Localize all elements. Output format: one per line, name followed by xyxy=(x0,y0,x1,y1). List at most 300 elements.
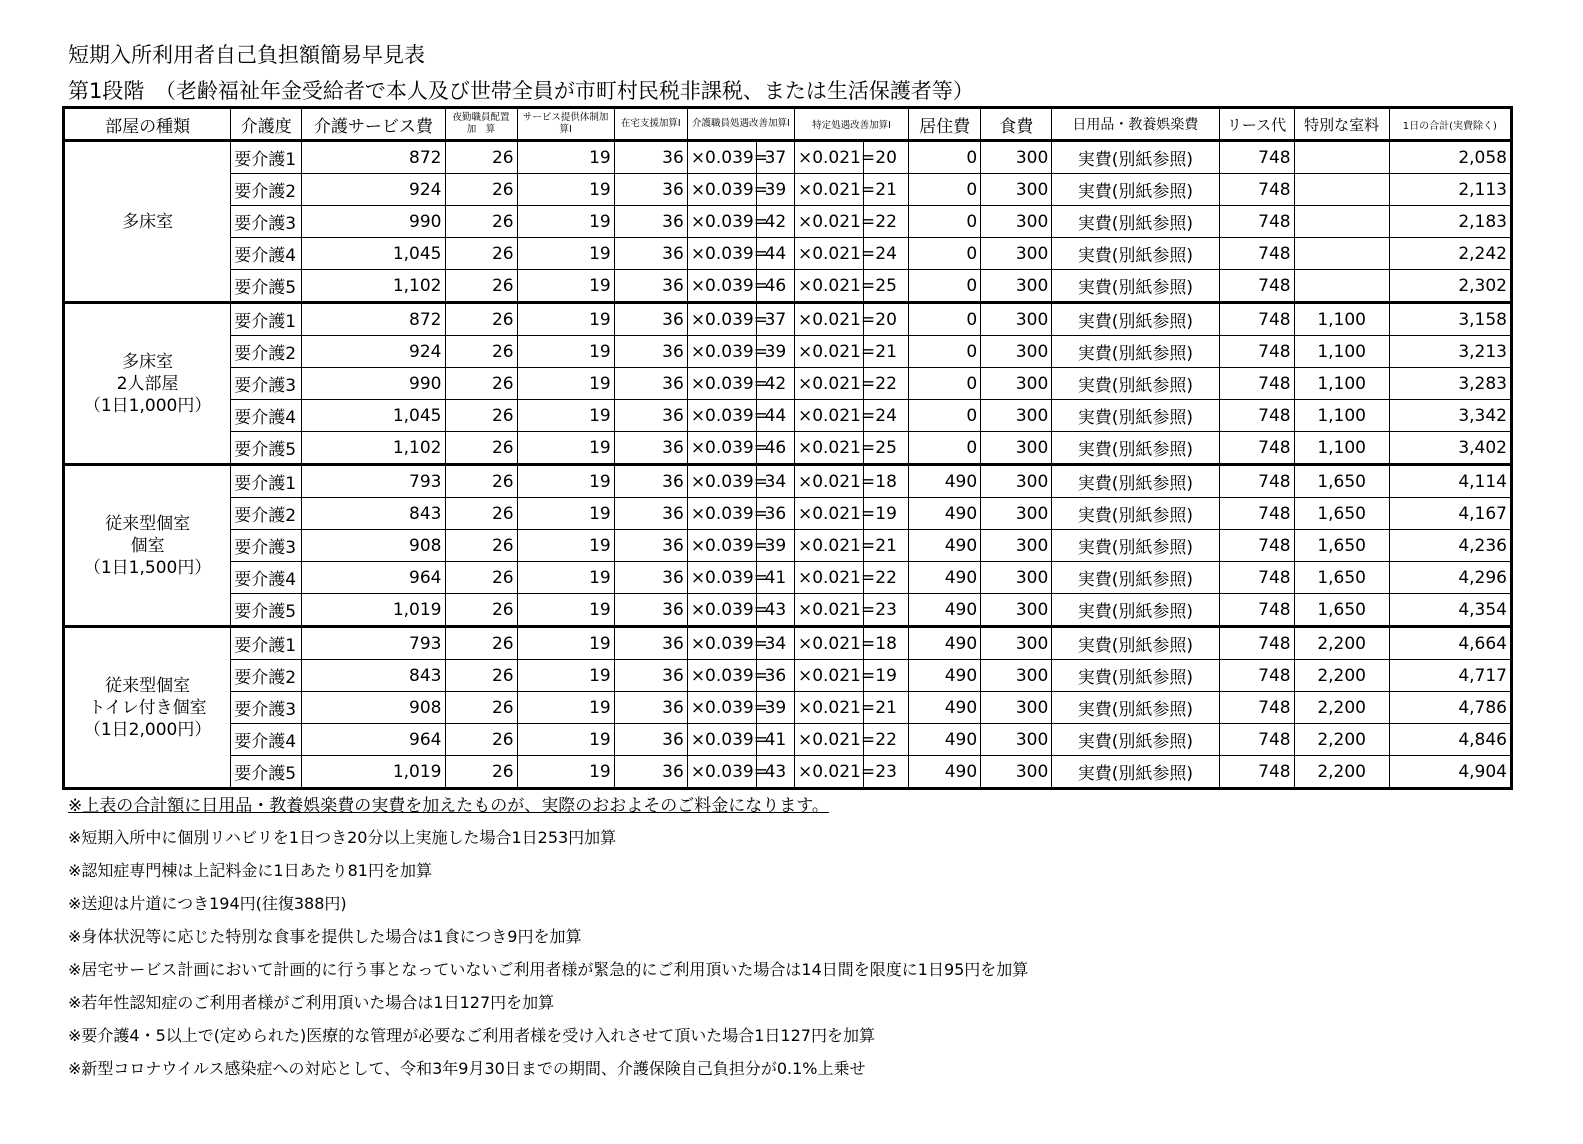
specific-improve-rate-cell: ×0.021= xyxy=(794,530,863,562)
home-support-cell: 36 xyxy=(614,174,687,206)
lease-cell: 748 xyxy=(1219,432,1294,465)
specific-improve-rate-cell: ×0.021= xyxy=(794,400,863,432)
specific-improve-rate-cell: ×0.021= xyxy=(794,594,863,627)
specific-improve-rate-cell: ×0.021= xyxy=(794,174,863,206)
specific-improve-rate-cell: ×0.021= xyxy=(794,206,863,238)
daily-total-cell: 2,183 xyxy=(1389,206,1511,238)
daily-total-cell: 2,242 xyxy=(1389,238,1511,270)
specific-improve-value-cell: 25 xyxy=(864,432,909,465)
daily-goods-cell: 実費(別紙参照) xyxy=(1052,627,1219,660)
home-support-cell: 36 xyxy=(614,724,687,756)
specific-improve-value-cell: 25 xyxy=(864,270,909,303)
staff-improve-value-cell: 42 xyxy=(756,206,794,238)
staff-improve-rate-cell: ×0.039= xyxy=(687,692,756,724)
care-level-cell: 要介護2 xyxy=(231,336,302,368)
specific-improve-rate-cell: ×0.021= xyxy=(794,270,863,303)
lease-cell: 748 xyxy=(1219,270,1294,303)
home-support-cell: 36 xyxy=(614,692,687,724)
header-residence: 居住費 xyxy=(909,108,981,141)
special-room-cell: 2,200 xyxy=(1294,692,1389,724)
note-item: ※身体状況等に応じた特別な食事を提供した場合は1食につき9円を加算 xyxy=(68,927,582,946)
staff-improve-rate-cell: ×0.039= xyxy=(687,270,756,303)
header-food: 食費 xyxy=(981,108,1052,141)
food-cell: 300 xyxy=(981,400,1052,432)
food-cell: 300 xyxy=(981,594,1052,627)
specific-improve-rate-cell: ×0.021= xyxy=(794,238,863,270)
night-staff-cell: 26 xyxy=(445,530,517,562)
special-room-cell xyxy=(1294,270,1389,303)
night-staff-cell: 26 xyxy=(445,206,517,238)
service-fee-cell: 843 xyxy=(302,498,445,530)
night-staff-cell: 26 xyxy=(445,336,517,368)
staff-improve-rate-cell: ×0.039= xyxy=(687,336,756,368)
table-row xyxy=(64,498,1512,530)
notes-section xyxy=(68,791,1528,1085)
room-group xyxy=(64,303,1512,465)
daily-total-cell: 4,236 xyxy=(1389,530,1511,562)
staff-improve-rate-cell: ×0.039= xyxy=(687,660,756,692)
food-cell: 300 xyxy=(981,206,1052,238)
table-row xyxy=(64,692,1512,724)
service-fee-cell: 1,045 xyxy=(302,238,445,270)
food-cell: 300 xyxy=(981,756,1052,789)
header-daily-total: 1日の合計(実費除く) xyxy=(1389,108,1511,141)
care-level-cell: 要介護2 xyxy=(231,174,302,206)
daily-goods-cell: 実費(別紙参照) xyxy=(1052,174,1219,206)
daily-total-cell: 4,846 xyxy=(1389,724,1511,756)
header-night-staff: 夜勤職員配置 加 算 xyxy=(445,108,517,141)
header-daily-goods: 日用品・教養娯楽費 xyxy=(1052,108,1219,141)
care-level-cell: 要介護4 xyxy=(231,562,302,594)
service-fee-cell: 1,019 xyxy=(302,756,445,789)
night-staff-cell: 26 xyxy=(445,562,517,594)
special-room-cell xyxy=(1294,238,1389,270)
daily-goods-cell: 実費(別紙参照) xyxy=(1052,303,1219,336)
staff-improve-rate-cell: ×0.039= xyxy=(687,627,756,660)
service-system-cell: 19 xyxy=(517,238,614,270)
daily-total-cell: 3,158 xyxy=(1389,303,1511,336)
residence-cell: 0 xyxy=(909,303,981,336)
staff-improve-rate-cell: ×0.039= xyxy=(687,498,756,530)
food-cell: 300 xyxy=(981,270,1052,303)
care-level-cell: 要介護5 xyxy=(231,594,302,627)
residence-cell: 0 xyxy=(909,432,981,465)
night-staff-cell: 26 xyxy=(445,174,517,206)
service-system-cell: 19 xyxy=(517,368,614,400)
daily-goods-cell: 実費(別紙参照) xyxy=(1052,724,1219,756)
header-service-system: サービス提供体制加算Ⅰ xyxy=(517,108,614,141)
daily-total-cell: 4,904 xyxy=(1389,756,1511,789)
staff-improve-value-cell: 46 xyxy=(756,432,794,465)
staff-improve-rate-cell: ×0.039= xyxy=(687,174,756,206)
home-support-cell: 36 xyxy=(614,400,687,432)
special-room-cell: 1,100 xyxy=(1294,336,1389,368)
lease-cell: 748 xyxy=(1219,238,1294,270)
night-staff-cell: 26 xyxy=(445,303,517,336)
special-room-cell: 1,650 xyxy=(1294,530,1389,562)
room-type-line: （1日2,000円） xyxy=(83,719,212,740)
specific-improve-value-cell: 22 xyxy=(864,368,909,400)
care-level-cell: 要介護4 xyxy=(231,724,302,756)
daily-goods-cell: 実費(別紙参照) xyxy=(1052,660,1219,692)
service-fee-cell: 990 xyxy=(302,368,445,400)
room-group xyxy=(64,627,1512,789)
service-fee-cell: 1,102 xyxy=(302,432,445,465)
room-type-line: 個室 xyxy=(130,535,165,556)
daily-total-cell: 4,114 xyxy=(1389,465,1511,498)
residence-cell: 0 xyxy=(909,336,981,368)
specific-improve-rate-cell: ×0.021= xyxy=(794,756,863,789)
service-fee-cell: 908 xyxy=(302,692,445,724)
residence-cell: 490 xyxy=(909,562,981,594)
food-cell: 300 xyxy=(981,303,1052,336)
care-level-cell: 要介護4 xyxy=(231,400,302,432)
residence-cell: 490 xyxy=(909,530,981,562)
special-room-cell: 1,650 xyxy=(1294,465,1389,498)
residence-cell: 490 xyxy=(909,660,981,692)
service-system-cell: 19 xyxy=(517,336,614,368)
residence-cell: 0 xyxy=(909,238,981,270)
food-cell: 300 xyxy=(981,141,1052,174)
night-staff-cell: 26 xyxy=(445,465,517,498)
staff-improve-rate-cell: ×0.039= xyxy=(687,756,756,789)
daily-total-cell: 4,664 xyxy=(1389,627,1511,660)
room-type-cell xyxy=(64,303,231,465)
staff-improve-rate-cell: ×0.039= xyxy=(687,724,756,756)
food-cell: 300 xyxy=(981,692,1052,724)
care-level-cell: 要介護1 xyxy=(231,627,302,660)
specific-improve-rate-cell: ×0.021= xyxy=(794,562,863,594)
lease-cell: 748 xyxy=(1219,336,1294,368)
lease-cell: 748 xyxy=(1219,498,1294,530)
lease-cell: 748 xyxy=(1219,174,1294,206)
home-support-cell: 36 xyxy=(614,465,687,498)
specific-improve-value-cell: 22 xyxy=(864,724,909,756)
night-staff-cell: 26 xyxy=(445,756,517,789)
service-system-cell: 19 xyxy=(517,724,614,756)
special-room-cell: 1,100 xyxy=(1294,400,1389,432)
daily-goods-cell: 実費(別紙参照) xyxy=(1052,141,1219,174)
header-care-level: 介護度 xyxy=(231,108,302,141)
specific-improve-value-cell: 20 xyxy=(864,141,909,174)
table-row xyxy=(64,400,1512,432)
staff-improve-value-cell: 36 xyxy=(756,660,794,692)
table-row xyxy=(64,368,1512,400)
residence-cell: 0 xyxy=(909,400,981,432)
residence-cell: 0 xyxy=(909,368,981,400)
night-staff-cell: 26 xyxy=(445,594,517,627)
night-staff-cell: 26 xyxy=(445,692,517,724)
table-row xyxy=(64,141,1512,174)
staff-improve-value-cell: 44 xyxy=(756,238,794,270)
room-type-line: 多床室 xyxy=(122,211,174,232)
specific-improve-rate-cell: ×0.021= xyxy=(794,432,863,465)
food-cell: 300 xyxy=(981,368,1052,400)
service-fee-cell: 924 xyxy=(302,174,445,206)
special-room-cell xyxy=(1294,141,1389,174)
special-room-cell: 2,200 xyxy=(1294,724,1389,756)
specific-improve-rate-cell: ×0.021= xyxy=(794,303,863,336)
header-service-fee: 介護サービス費 xyxy=(302,108,445,141)
service-fee-cell: 964 xyxy=(302,724,445,756)
specific-improve-rate-cell: ×0.021= xyxy=(794,465,863,498)
lease-cell: 748 xyxy=(1219,756,1294,789)
lease-cell: 748 xyxy=(1219,627,1294,660)
food-cell: 300 xyxy=(981,627,1052,660)
special-room-cell: 1,100 xyxy=(1294,432,1389,465)
service-system-cell: 19 xyxy=(517,141,614,174)
room-group xyxy=(64,141,1512,303)
daily-goods-cell: 実費(別紙参照) xyxy=(1052,530,1219,562)
staff-improve-value-cell: 41 xyxy=(756,724,794,756)
table-row xyxy=(64,303,1512,336)
header-staff-improve: 介護職員処遇改善加算Ⅰ xyxy=(687,108,794,141)
home-support-cell: 36 xyxy=(614,530,687,562)
specific-improve-rate-cell: ×0.021= xyxy=(794,141,863,174)
room-group xyxy=(64,465,1512,627)
note-item: ※送迎は片道につき194円(往復388円) xyxy=(68,894,347,913)
daily-total-cell: 3,402 xyxy=(1389,432,1511,465)
lease-cell: 748 xyxy=(1219,724,1294,756)
service-system-cell: 19 xyxy=(517,400,614,432)
room-type-line: 従来型個室 xyxy=(105,513,191,534)
food-cell: 300 xyxy=(981,336,1052,368)
service-fee-cell: 908 xyxy=(302,530,445,562)
specific-improve-value-cell: 21 xyxy=(864,336,909,368)
room-type-cell xyxy=(64,141,231,303)
staff-improve-value-cell: 37 xyxy=(756,141,794,174)
home-support-cell: 36 xyxy=(614,368,687,400)
special-room-cell: 1,650 xyxy=(1294,498,1389,530)
staff-improve-rate-cell: ×0.039= xyxy=(687,206,756,238)
header-room-type: 部屋の種類 xyxy=(64,108,231,141)
special-room-cell xyxy=(1294,174,1389,206)
staff-improve-value-cell: 39 xyxy=(756,530,794,562)
daily-total-cell: 4,717 xyxy=(1389,660,1511,692)
daily-total-cell: 2,058 xyxy=(1389,141,1511,174)
header-row xyxy=(64,108,1512,141)
daily-goods-cell: 実費(別紙参照) xyxy=(1052,238,1219,270)
staff-improve-rate-cell: ×0.039= xyxy=(687,368,756,400)
night-staff-cell: 26 xyxy=(445,724,517,756)
room-type-line: （1日1,000円） xyxy=(83,395,212,416)
daily-total-cell: 4,354 xyxy=(1389,594,1511,627)
header-special-room: 特別な室料 xyxy=(1294,108,1389,141)
food-cell: 300 xyxy=(981,432,1052,465)
table-row xyxy=(64,756,1512,789)
lease-cell: 748 xyxy=(1219,368,1294,400)
service-system-cell: 19 xyxy=(517,270,614,303)
staff-improve-rate-cell: ×0.039= xyxy=(687,465,756,498)
note-item: ※認知症専門棟は上記料金に1日あたり81円を加算 xyxy=(68,861,432,880)
daily-total-cell: 4,786 xyxy=(1389,692,1511,724)
special-room-cell: 2,200 xyxy=(1294,627,1389,660)
residence-cell: 490 xyxy=(909,756,981,789)
note-item: ※新型コロナウイルス感染症への対応として、令和3年9月30日までの期間、介護保険自己負担分が0.1%上乗せ xyxy=(68,1059,866,1078)
service-fee-cell: 924 xyxy=(302,336,445,368)
specific-improve-rate-cell: ×0.021= xyxy=(794,368,863,400)
night-staff-cell: 26 xyxy=(445,141,517,174)
daily-goods-cell: 実費(別紙参照) xyxy=(1052,498,1219,530)
service-fee-cell: 964 xyxy=(302,562,445,594)
service-fee-cell: 1,019 xyxy=(302,594,445,627)
table-row xyxy=(64,627,1512,660)
daily-goods-cell: 実費(別紙参照) xyxy=(1052,400,1219,432)
residence-cell: 0 xyxy=(909,174,981,206)
room-type-cell xyxy=(64,465,231,627)
page-subtitle: 第1段階 （老齢福祉年金受給者で本人及び世帯全員が市町村民税非課税、または生活保護者等） xyxy=(68,79,974,103)
specific-improve-value-cell: 22 xyxy=(864,562,909,594)
food-cell: 300 xyxy=(981,724,1052,756)
service-fee-cell: 843 xyxy=(302,660,445,692)
care-level-cell: 要介護5 xyxy=(231,756,302,789)
food-cell: 300 xyxy=(981,562,1052,594)
specific-improve-value-cell: 24 xyxy=(864,238,909,270)
night-staff-cell: 26 xyxy=(445,238,517,270)
service-system-cell: 19 xyxy=(517,756,614,789)
table-row xyxy=(64,336,1512,368)
note-item: ※要介護4・5以上で(定められた)医療的な管理が必要なご利用者様を受け入れさせて頂いた場合1日127円を加算 xyxy=(68,1026,875,1045)
specific-improve-value-cell: 20 xyxy=(864,303,909,336)
lease-cell: 748 xyxy=(1219,400,1294,432)
night-staff-cell: 26 xyxy=(445,270,517,303)
care-level-cell: 要介護5 xyxy=(231,432,302,465)
staff-improve-value-cell: 39 xyxy=(756,336,794,368)
residence-cell: 0 xyxy=(909,270,981,303)
night-staff-cell: 26 xyxy=(445,432,517,465)
table-row xyxy=(64,724,1512,756)
header-home-support: 在宅支援加算Ⅰ xyxy=(614,108,687,141)
night-staff-cell: 26 xyxy=(445,368,517,400)
staff-improve-value-cell: 36 xyxy=(756,498,794,530)
staff-improve-value-cell: 42 xyxy=(756,368,794,400)
specific-improve-value-cell: 19 xyxy=(864,660,909,692)
lease-cell: 748 xyxy=(1219,206,1294,238)
home-support-cell: 36 xyxy=(614,270,687,303)
table-row xyxy=(64,530,1512,562)
care-level-cell: 要介護2 xyxy=(231,498,302,530)
service-fee-cell: 872 xyxy=(302,303,445,336)
residence-cell: 0 xyxy=(909,206,981,238)
specific-improve-value-cell: 18 xyxy=(864,627,909,660)
daily-total-cell: 2,302 xyxy=(1389,270,1511,303)
room-type-line: トイレ付き個室 xyxy=(88,697,207,718)
home-support-cell: 36 xyxy=(614,562,687,594)
care-level-cell: 要介護1 xyxy=(231,303,302,336)
service-system-cell: 19 xyxy=(517,303,614,336)
service-system-cell: 19 xyxy=(517,660,614,692)
service-system-cell: 19 xyxy=(517,530,614,562)
specific-improve-value-cell: 23 xyxy=(864,756,909,789)
note-summary: ※上表の合計額に日用品・教養娯楽費の実費を加えたものが、実際のおおよそのご料金になります。 xyxy=(68,796,829,816)
table-row xyxy=(64,238,1512,270)
residence-cell: 490 xyxy=(909,498,981,530)
service-fee-cell: 793 xyxy=(302,465,445,498)
table-row xyxy=(64,660,1512,692)
home-support-cell: 36 xyxy=(614,432,687,465)
staff-improve-value-cell: 39 xyxy=(756,174,794,206)
daily-total-cell: 4,296 xyxy=(1389,562,1511,594)
staff-improve-rate-cell: ×0.039= xyxy=(687,594,756,627)
food-cell: 300 xyxy=(981,238,1052,270)
staff-improve-value-cell: 41 xyxy=(756,562,794,594)
note-item: ※短期入所中に個別リハビリを1日つき20分以上実施した場合1日253円加算 xyxy=(68,828,617,847)
staff-improve-value-cell: 39 xyxy=(756,692,794,724)
daily-goods-cell: 実費(別紙参照) xyxy=(1052,270,1219,303)
care-level-cell: 要介護3 xyxy=(231,530,302,562)
food-cell: 300 xyxy=(981,498,1052,530)
specific-improve-value-cell: 21 xyxy=(864,692,909,724)
special-room-cell: 1,100 xyxy=(1294,303,1389,336)
home-support-cell: 36 xyxy=(614,336,687,368)
special-room-cell: 1,100 xyxy=(1294,368,1389,400)
specific-improve-rate-cell: ×0.021= xyxy=(794,660,863,692)
daily-total-cell: 4,167 xyxy=(1389,498,1511,530)
staff-improve-rate-cell: ×0.039= xyxy=(687,432,756,465)
staff-improve-value-cell: 43 xyxy=(756,594,794,627)
specific-improve-value-cell: 22 xyxy=(864,206,909,238)
staff-improve-rate-cell: ×0.039= xyxy=(687,141,756,174)
night-staff-cell: 26 xyxy=(445,660,517,692)
staff-improve-rate-cell: ×0.039= xyxy=(687,303,756,336)
home-support-cell: 36 xyxy=(614,627,687,660)
daily-goods-cell: 実費(別紙参照) xyxy=(1052,368,1219,400)
care-level-cell: 要介護4 xyxy=(231,238,302,270)
residence-cell: 0 xyxy=(909,141,981,174)
night-staff-cell: 26 xyxy=(445,498,517,530)
staff-improve-value-cell: 43 xyxy=(756,756,794,789)
night-staff-cell: 26 xyxy=(445,627,517,660)
daily-goods-cell: 実費(別紙参照) xyxy=(1052,594,1219,627)
fee-table xyxy=(62,106,1513,790)
specific-improve-rate-cell: ×0.021= xyxy=(794,724,863,756)
service-system-cell: 19 xyxy=(517,465,614,498)
residence-cell: 490 xyxy=(909,465,981,498)
daily-goods-cell: 実費(別紙参照) xyxy=(1052,336,1219,368)
lease-cell: 748 xyxy=(1219,692,1294,724)
table-row xyxy=(64,174,1512,206)
specific-improve-value-cell: 21 xyxy=(864,530,909,562)
care-level-cell: 要介護3 xyxy=(231,368,302,400)
specific-improve-value-cell: 23 xyxy=(864,594,909,627)
service-system-cell: 19 xyxy=(517,174,614,206)
room-type-line: 多床室 xyxy=(122,351,174,372)
home-support-cell: 36 xyxy=(614,206,687,238)
daily-goods-cell: 実費(別紙参照) xyxy=(1052,432,1219,465)
care-level-cell: 要介護2 xyxy=(231,660,302,692)
care-level-cell: 要介護5 xyxy=(231,270,302,303)
table-row xyxy=(64,206,1512,238)
care-level-cell: 要介護1 xyxy=(231,141,302,174)
staff-improve-value-cell: 37 xyxy=(756,303,794,336)
page-title: 短期入所利用者自己負担額簡易早見表 xyxy=(68,43,425,67)
staff-improve-value-cell: 34 xyxy=(756,465,794,498)
lease-cell: 748 xyxy=(1219,303,1294,336)
staff-improve-rate-cell: ×0.039= xyxy=(687,562,756,594)
service-fee-cell: 872 xyxy=(302,141,445,174)
lease-cell: 748 xyxy=(1219,465,1294,498)
special-room-cell: 1,650 xyxy=(1294,562,1389,594)
table-row xyxy=(64,594,1512,627)
residence-cell: 490 xyxy=(909,594,981,627)
specific-improve-value-cell: 19 xyxy=(864,498,909,530)
service-system-cell: 19 xyxy=(517,206,614,238)
daily-goods-cell: 実費(別紙参照) xyxy=(1052,206,1219,238)
special-room-cell: 2,200 xyxy=(1294,756,1389,789)
special-room-cell: 2,200 xyxy=(1294,660,1389,692)
service-system-cell: 19 xyxy=(517,498,614,530)
food-cell: 300 xyxy=(981,174,1052,206)
